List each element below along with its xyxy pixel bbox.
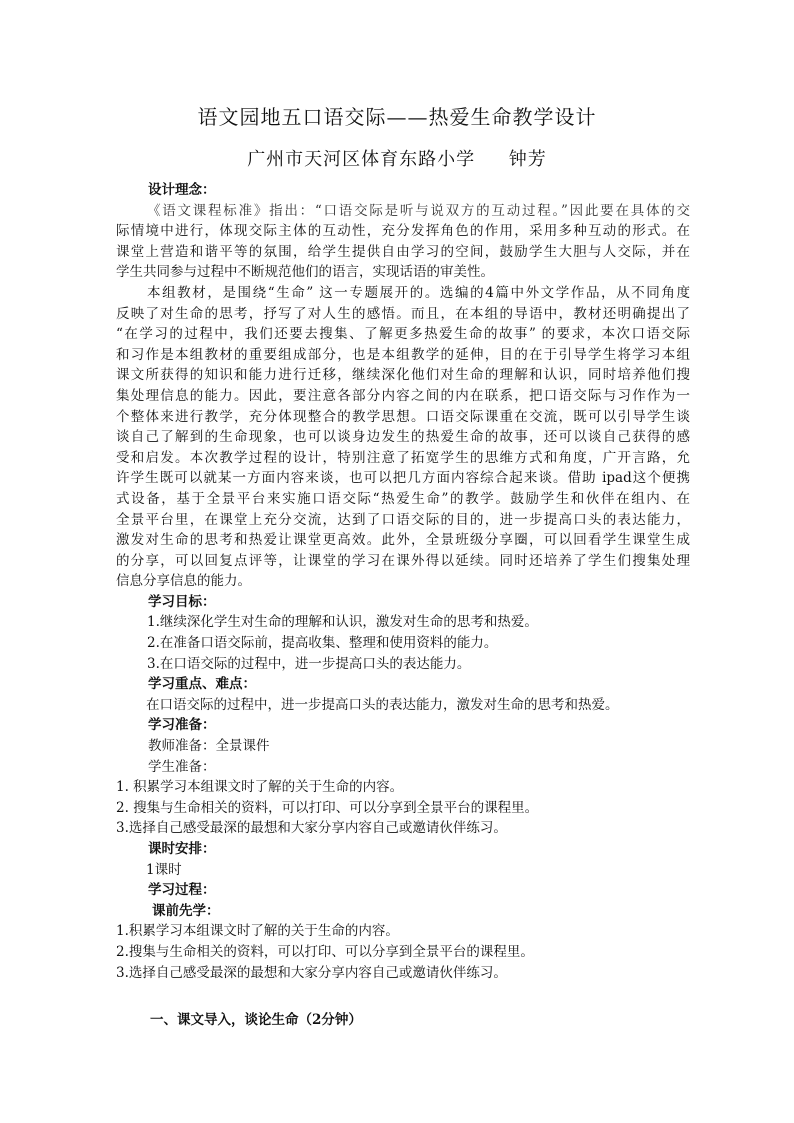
objectives-heading: 学习目标： bbox=[148, 593, 216, 610]
document-title: 语文园地五口语交际——热爱生命教学设计 bbox=[197, 105, 597, 129]
objective-item: 1.继续深化学生对生命的理解和认识，激发对生命的思考和热爱。 bbox=[147, 614, 538, 631]
paragraph-line: 本组教材，是围绕“生命” 这一专题展开的。选编的4篇中外文学作品，从不同角度 bbox=[147, 284, 690, 301]
document-body bbox=[116, 180, 690, 983]
paragraph-line: 《语文课程标准》指出：“口语交际是听与说双方的互动过程。”因此要在具体的交 bbox=[147, 202, 690, 219]
design-concept-paragraph-2 bbox=[116, 283, 690, 592]
design-concept-paragraph-1 bbox=[116, 201, 690, 283]
key-points-text: 在口语交际的过程中，进一步提高口头的表达能力，激发对生命的思考和热爱。 bbox=[146, 696, 619, 713]
preparation-heading: 学习准备： bbox=[148, 717, 216, 734]
design-concept-heading: 设计理念： bbox=[148, 182, 216, 198]
paragraph-line: 受和启发。本次教学过程的设计，特别注意了拓宽学生的思维方式和角度，广开言路，允 bbox=[116, 449, 690, 466]
paragraph-line: 激发对生命的思考和热爱让课堂更高效。此外，全景班级分享圈，可以回看学生课堂生成 bbox=[116, 532, 690, 549]
preparation-item: 1. 积累学习本组课文时了解的关于生命的内容。 bbox=[116, 779, 404, 796]
paragraph-line: 际情境中进行，体现交际主体的互动性，充分发挥角色的作用，采用多种互动的形式。在 bbox=[116, 223, 690, 240]
preparation-item: 2. 搜集与生命相关的资料，可以打印、可以分享到全景平台的课程里。 bbox=[116, 799, 539, 816]
paragraph-line: “在学习的过程中，我们还要去搜集、了解更多热爱生命的故事” 的要求，本次口语交际 bbox=[116, 326, 690, 343]
process-heading: 学习过程： bbox=[148, 882, 216, 899]
paragraph-line: 学生共同参与过程中不断规范他们的语言，实现话语的审美性。 bbox=[116, 264, 494, 281]
paragraph-line: 和习作是本组教材的重要组成部分，也是本组教学的延伸，目的在于引导学生将学习本组 bbox=[116, 346, 690, 363]
teacher-preparation: 教师准备：全景课件 bbox=[148, 738, 270, 755]
section-heading: 一、课文导入，谈论生命（2分钟） bbox=[150, 1012, 362, 1028]
paragraph-line: 课文所获得的知识和能力进行迁移，继续深化他们对生命的理解和认识，同时培养他们搜 bbox=[116, 367, 690, 384]
schedule-text: 1课时 bbox=[146, 861, 182, 878]
paragraph-line: 课堂上营造和谐平等的氛围，给学生提供自由学习的空间，鼓励学生大胆与人交际，并在 bbox=[116, 243, 690, 260]
document-subtitle: 广州市天河区体育东路小学 钟芳 bbox=[247, 149, 547, 170]
key-points-heading: 学习重点、难点： bbox=[148, 676, 256, 693]
pre-study-item: 1.积累学习本组课文时了解的关于生命的内容。 bbox=[116, 923, 399, 940]
paragraph-line: 反映了对生命的思考，抒写了对人生的感悟。而且，在本组的导语中，教材还明确提出了 bbox=[116, 305, 690, 322]
objective-item: 3.在口语交际的过程中，进一步提高口头的表达能力。 bbox=[147, 655, 471, 672]
paragraph-line: 式设备，基于全景平台来实施口语交际“热爱生命”的教学。鼓励学生和伙伴在组内、在 bbox=[116, 490, 690, 507]
schedule-heading: 课时安排： bbox=[148, 841, 216, 857]
paragraph-line: 信息分享信息的能力。 bbox=[116, 573, 251, 590]
paragraph-line: 许学生既可以就某一方面内容来谈，也可以把几方面内容综合起来谈。借助 ipad这个便携 bbox=[116, 470, 690, 487]
paragraph-line: 的分享，可以回复点评等，让课堂的学习在课外得以延续。同时还培养了学生们搜集处理 bbox=[116, 552, 690, 569]
paragraph-line: 谈自己了解到的生命现象，也可以谈身边发生的热爱生命的故事，还可以谈自己获得的感 bbox=[116, 429, 690, 446]
student-preparation-heading: 学生准备： bbox=[148, 758, 216, 775]
paragraph-line: 全景平台里，在课堂上充分交流，达到了口语交际的目的，进一步提高口头的表达能力， bbox=[116, 511, 690, 528]
pre-study-item: 2.搜集与生命相关的资料，可以打印、可以分享到全景平台的课程里。 bbox=[116, 943, 534, 960]
pre-study-heading: 课前先学： bbox=[152, 902, 220, 919]
preparation-item: 3.选择自己感受最深的最想和大家分享内容自己或邀请伙伴练习。 bbox=[116, 820, 507, 837]
paragraph-line: 集处理信息的能力。因此，要注意各部分内容之间的内在联系，把口语交际与习作作为一 bbox=[116, 387, 690, 404]
objective-item: 2.在准备口语交际前，提高收集、整理和使用资料的能力。 bbox=[147, 635, 498, 652]
pre-study-item: 3.选择自己感受最深的最想和大家分享内容自己或邀请伙伴练习。 bbox=[116, 964, 507, 981]
paragraph-line: 个整体来进行教学，充分体现整合的教学思想。口语交际课重在交流，既可以引导学生谈 bbox=[116, 408, 690, 425]
